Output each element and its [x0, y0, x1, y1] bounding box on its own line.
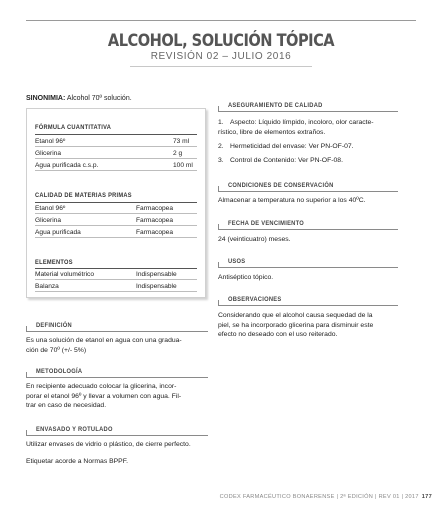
packaging-text-2: Etiquetar acorde a Normas BPPF. [26, 458, 128, 465]
observations-line: piel, se ha incorporado glicerina para disminuir este [218, 321, 374, 329]
element-status: Indispensable [136, 271, 177, 278]
subtitle-rule [130, 66, 312, 67]
packaging-heading-rule [26, 435, 208, 436]
uses-heading: USOS [228, 258, 246, 265]
page-number: 177 [421, 494, 432, 500]
methodology-heading-rule [26, 377, 208, 378]
expiry-heading-rule [218, 229, 398, 230]
quantitative-formula-heading: FÓRMULA CUANTITATIVA [35, 124, 112, 131]
definition-heading-rule [26, 331, 208, 332]
storage-text: Almacenar a temperatura no superior a los 40ºC. [218, 197, 366, 204]
header-top-rule [26, 20, 416, 21]
ingredient-name: Glicerina [35, 150, 62, 157]
uses-text: Antiséptico tópico. [218, 274, 274, 281]
methodology-heading: METODOLOGÍA [36, 368, 83, 375]
synonym-value: Alcohol 70º solución. [65, 95, 132, 102]
observations-line: Considerando que el alcohol causa sequedad de la [218, 312, 373, 319]
qa-item-num: 3. [218, 157, 224, 164]
observations-heading-rule [218, 305, 398, 306]
qa-item-text: Control de Contenido: Ver PN-OF-08. [230, 157, 343, 164]
element-name: Balanza [35, 283, 59, 290]
formula-row [35, 148, 197, 159]
quality-row [35, 215, 197, 226]
packaging-heading: ENVASADO Y ROTULADO [36, 426, 113, 433]
observations-text [218, 311, 373, 340]
formula-row [35, 136, 197, 147]
element-name: Material volumétrico [35, 271, 94, 278]
definition-heading: DEFINICIÓN [36, 322, 72, 329]
material-name: Etanol 96º [35, 205, 66, 212]
formula-row [35, 160, 197, 171]
expiry-heading: FECHA DE VENCIMIENTO [228, 220, 305, 227]
formula-box [26, 108, 206, 298]
qa-item-text: Hermeticidad del envase: Ver PN-OF-07. [230, 143, 354, 150]
storage-heading-rule [218, 191, 398, 192]
quantitative-heading-rule [35, 134, 197, 135]
quality-assurance-heading-rule [218, 111, 398, 112]
methodology-text [26, 382, 181, 411]
ingredient-amount: 2 g [173, 150, 183, 157]
ingredient-amount: 100 ml [173, 162, 193, 169]
definition-line: Es una solución de etanol en agua con una gradua- [26, 337, 182, 344]
material-name: Agua purificada [35, 229, 81, 236]
synonym-line [26, 95, 132, 102]
qa-item-line: Aspecto: Líquido límpido, incoloro, olor caracte- [230, 119, 374, 126]
qa-item-num: 1. [218, 119, 224, 126]
page-title: ALCOHOL, SOLUCIÓN TÓPICA [107, 31, 335, 51]
elements-heading: ELEMENTOS [35, 259, 73, 266]
ingredient-name: Agua purificada c.s.p. [35, 162, 99, 169]
observations-heading: OBSERVACIONES [228, 296, 282, 303]
uses-heading-rule [218, 267, 398, 268]
definition-line: ción de 70º (+/- 5%) [26, 346, 87, 354]
expiry-text: 24 (veinticuatro) meses. [218, 236, 291, 243]
raw-material-quality-heading: CALIDAD DE MATERIAS PRIMAS [35, 192, 132, 199]
qa-item-text [230, 118, 374, 128]
element-row [35, 269, 197, 280]
material-source: Farmacopea [136, 217, 174, 224]
definition-text [26, 336, 182, 355]
quality-assurance-heading: ASEGURAMIENTO DE CALIDAD [228, 102, 323, 109]
qa-item-num: 2. [218, 143, 224, 150]
quality-row [35, 203, 197, 214]
ingredient-name: Etanol 96º [35, 138, 66, 145]
element-status: Indispensable [136, 283, 177, 290]
methodology-line: En recipiente adecuado colocar la glicerina, incor- [26, 383, 177, 390]
material-source: Farmacopea [136, 229, 174, 236]
footer-text: CODEX FARMACÉUTICO BONAERENSE | 2ª EDICIÓN | REV 01 | 2017 [219, 494, 419, 500]
qa-item-line-continued: rístico, libre de elementos extraños. [218, 128, 326, 136]
element-row [35, 281, 197, 292]
material-source: Farmacopea [136, 205, 174, 212]
page-subtitle: REVISIÓN 02 – JULIO 2016 [150, 51, 292, 62]
packaging-text-1: Utilizar envases de vidrio o plástico, de cierre perfecto. [26, 441, 191, 448]
methodology-line: trar en caso de necesidad. [26, 402, 107, 410]
ingredient-amount: 73 ml [173, 138, 190, 145]
methodology-line: porar el etanol 96º y llevar a volumen con agua. Fil- [26, 392, 182, 400]
material-name: Glicerina [35, 217, 62, 224]
page-footer [220, 494, 432, 500]
quality-row [35, 227, 197, 238]
synonym-label: SINONIMIA: [26, 95, 66, 102]
storage-conditions-heading: CONDICIONES DE CONSERVACIÓN [228, 182, 334, 189]
observations-line: efecto no deseado con el uso reiterado. [218, 331, 338, 339]
